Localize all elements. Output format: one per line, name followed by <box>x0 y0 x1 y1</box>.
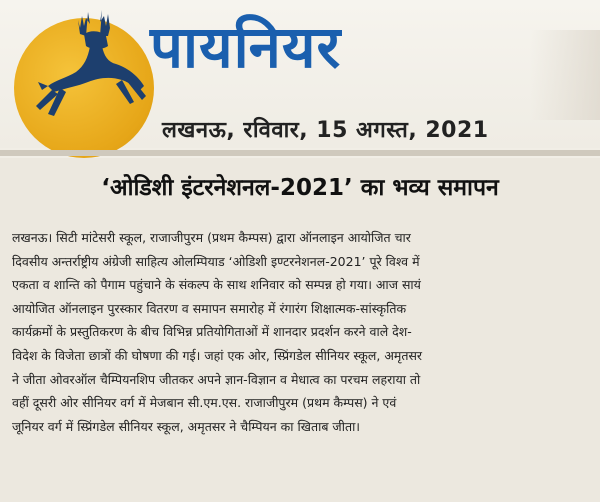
article-line: लखनऊ। सिटी मांटेसरी स्कूल, राजाजीपुरम (प्रथम कैम्पस) द्वारा ऑनलाइन आयोजित चार <box>12 230 411 245</box>
article-line: ने जीता ओवरऑल चैम्पियनशिप जीतकर अपने ज्ञान-विज्ञान व मेधात्व का परचम लहराया तो <box>12 371 421 387</box>
article-line: विदेश के विजेता छात्रों की घोषणा की गई। जहां एक ओर, स्प्रिंगडेल सीनियर स्कूल, अमृतसर <box>12 347 423 363</box>
background-shadow <box>530 30 600 120</box>
article-body <box>12 226 588 438</box>
leaping-deer-logo-icon <box>30 6 150 124</box>
newspaper-title: पायनियर <box>150 13 342 81</box>
masthead <box>0 0 600 148</box>
article-line: कार्यक्रमों के प्रस्तुतिकरण के बीच विभिन्न प्रतियोगिताओं में शानदार प्रदर्शन करने वाले देश- <box>12 324 412 340</box>
article-line: जूनियर वर्ग में स्प्रिंगडेल सीनियर स्कूल, अमृतसर ने चैम्पियन का खिताब जीता। <box>12 418 361 434</box>
article-line: आयोजित ऑनलाइन पुरस्कार वितरण व समापन समारोह में रंगारंग शिक्षात्मक-सांस्कृतिक <box>12 300 407 316</box>
article-line: एकता व शान्ति को पैगाम पहुंचाने के संकल्प के साथ शनिवार को सम्पन्न हो गया। आज सायं <box>12 277 421 293</box>
article-line: वहीं दूसरी ओर सीनियर वर्ग में मेजबान सी.एम.एस. राजाजीपुरम (प्रथम कैम्पस) ने एवं <box>12 395 397 411</box>
article-headline: ‘ओडिशी इंटरनेशनल-2021’ का भव्य समापन <box>101 175 499 201</box>
divider <box>0 150 600 156</box>
article-line: दिवसीय अन्तर्राष्ट्रीय अंग्रेजी साहित्य ओलम्पियाड ‘ओडिशी इण्टरनेशनल-2021’ पूरे विश्व में <box>12 253 420 269</box>
dateline: लखनऊ, रविवार, 15 अगस्त, 2021 <box>162 118 489 143</box>
